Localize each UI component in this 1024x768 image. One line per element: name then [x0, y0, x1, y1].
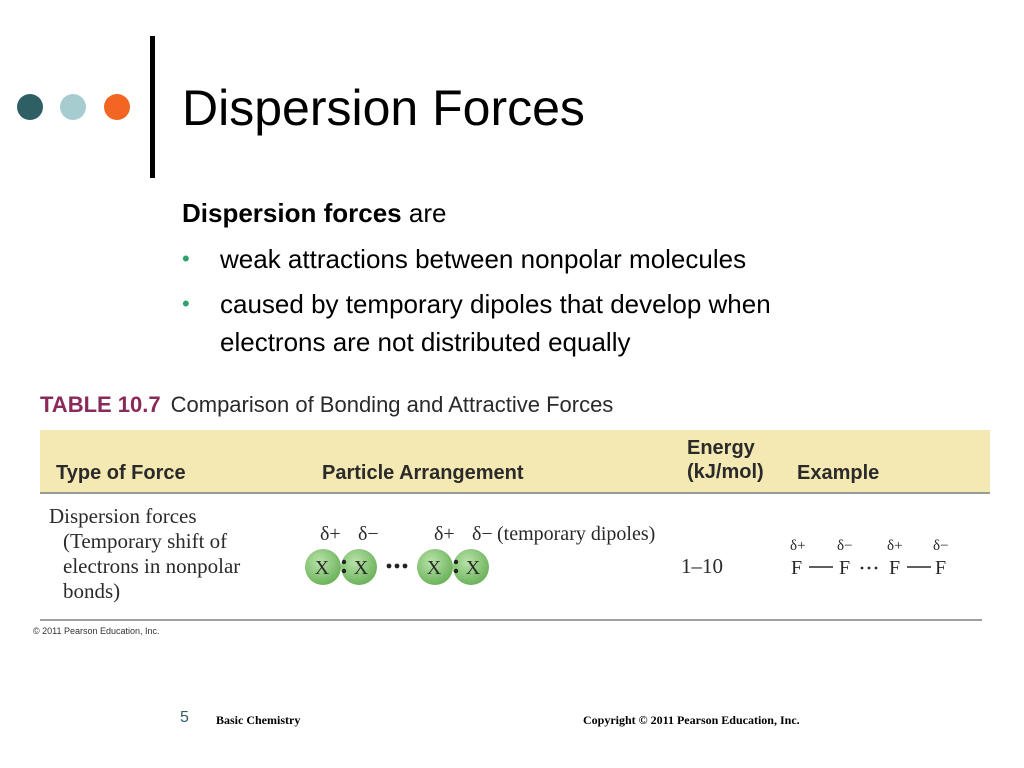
cell-energy: 1–10	[681, 554, 723, 578]
svg-text:F	[791, 557, 802, 579]
attraction-dot	[403, 564, 408, 569]
dipole-note: (temporary dipoles)	[497, 523, 656, 545]
electron-dot	[454, 560, 458, 564]
decorative-dot-light	[60, 94, 86, 120]
attraction-dot	[868, 567, 871, 570]
example-diagram	[785, 534, 960, 584]
svg-text:δ−	[472, 523, 493, 545]
bullet-item	[182, 285, 882, 361]
svg-text:(temporary dipoles)	[497, 523, 655, 545]
particle-symbol: X	[465, 557, 481, 579]
svg-text:X	[315, 557, 330, 579]
table-credit: © 2011 Pearson Education, Inc.	[33, 626, 160, 636]
particle-symbol: X	[314, 557, 330, 579]
svg-text:δ−	[358, 523, 379, 545]
svg-text:δ+	[887, 538, 903, 554]
bullet-icon: •	[182, 246, 190, 271]
type-line: electrons in nonpolar	[63, 554, 241, 578]
header-energy	[687, 436, 764, 484]
attraction-dot	[387, 564, 392, 569]
intro-bold-term: Dispersion forces	[182, 198, 402, 228]
bullet-icon: •	[182, 291, 190, 316]
electron-dot	[342, 569, 346, 573]
svg-text:F	[935, 557, 946, 579]
svg-text:X	[427, 557, 442, 579]
example-partial-positive: δ+	[790, 538, 806, 554]
svg-text:δ+	[320, 523, 341, 545]
svg-text:X	[354, 557, 369, 579]
example-partial-positive: δ+	[887, 538, 903, 554]
header-particle-arrangement: Particle Arrangement	[322, 462, 524, 484]
particle-symbol: X	[426, 557, 442, 579]
bullet-text: caused by temporary dipoles that develop when electrons are not distributed equally	[220, 289, 771, 357]
attraction-dot	[861, 567, 864, 570]
particle-arrangement-diagram	[300, 518, 670, 588]
example-atom: F	[839, 557, 851, 579]
svg-text:F	[889, 557, 900, 579]
bullet-list	[182, 240, 882, 368]
table-caption-text: Comparison of Bonding and Attractive Forces	[170, 392, 614, 417]
attraction-dot	[395, 564, 400, 569]
svg-text:δ−	[837, 538, 853, 554]
header-energy-line1: Energy	[687, 437, 755, 459]
title-divider-bar	[150, 36, 155, 178]
particle-symbol: X	[353, 557, 369, 579]
example-atom: F	[935, 557, 947, 579]
slide-title: Dispersion Forces	[182, 80, 585, 136]
type-line: (Temporary shift of	[63, 529, 228, 553]
decorative-dot-orange	[104, 94, 130, 120]
type-line: bonds)	[63, 579, 121, 603]
intro-rest: are	[401, 198, 447, 228]
partial-positive-label: δ+	[434, 523, 455, 545]
footer-course-title: Basic Chemistry	[216, 713, 301, 727]
svg-text:δ+	[434, 523, 455, 545]
decorative-dot-dark	[17, 94, 43, 120]
example-atom: F	[791, 557, 803, 579]
svg-text:δ+	[790, 538, 806, 554]
table-caption	[40, 389, 613, 421]
example-atom: F	[889, 557, 901, 579]
electron-dot	[454, 569, 458, 573]
footer-copyright: Copyright © 2011 Pearson Education, Inc.	[583, 713, 800, 727]
svg-text:F	[839, 557, 850, 579]
svg-text:δ−	[933, 538, 949, 554]
page-number: 5	[180, 709, 189, 726]
table-label: TABLE 10.7	[40, 392, 161, 417]
electron-dot	[342, 560, 346, 564]
table-header	[40, 430, 990, 494]
svg-text:X	[466, 557, 481, 579]
header-example: Example	[797, 462, 880, 484]
example-partial-negative: δ−	[837, 538, 853, 554]
partial-negative-label: δ−	[472, 523, 493, 545]
attraction-dot	[875, 567, 878, 570]
type-line: Dispersion forces	[49, 504, 197, 528]
header-energy-line2: (kJ/mol)	[687, 461, 764, 483]
bullet-text: weak attractions between nonpolar molecules	[220, 244, 747, 274]
partial-negative-label: δ−	[358, 523, 379, 545]
table-bottom-rule	[40, 619, 982, 621]
intro-text	[182, 196, 446, 230]
bullet-item	[182, 240, 882, 278]
cell-type-of-force	[49, 504, 240, 604]
header-type-of-force: Type of Force	[56, 462, 186, 484]
partial-positive-label: δ+	[320, 523, 341, 545]
example-partial-negative: δ−	[933, 538, 949, 554]
